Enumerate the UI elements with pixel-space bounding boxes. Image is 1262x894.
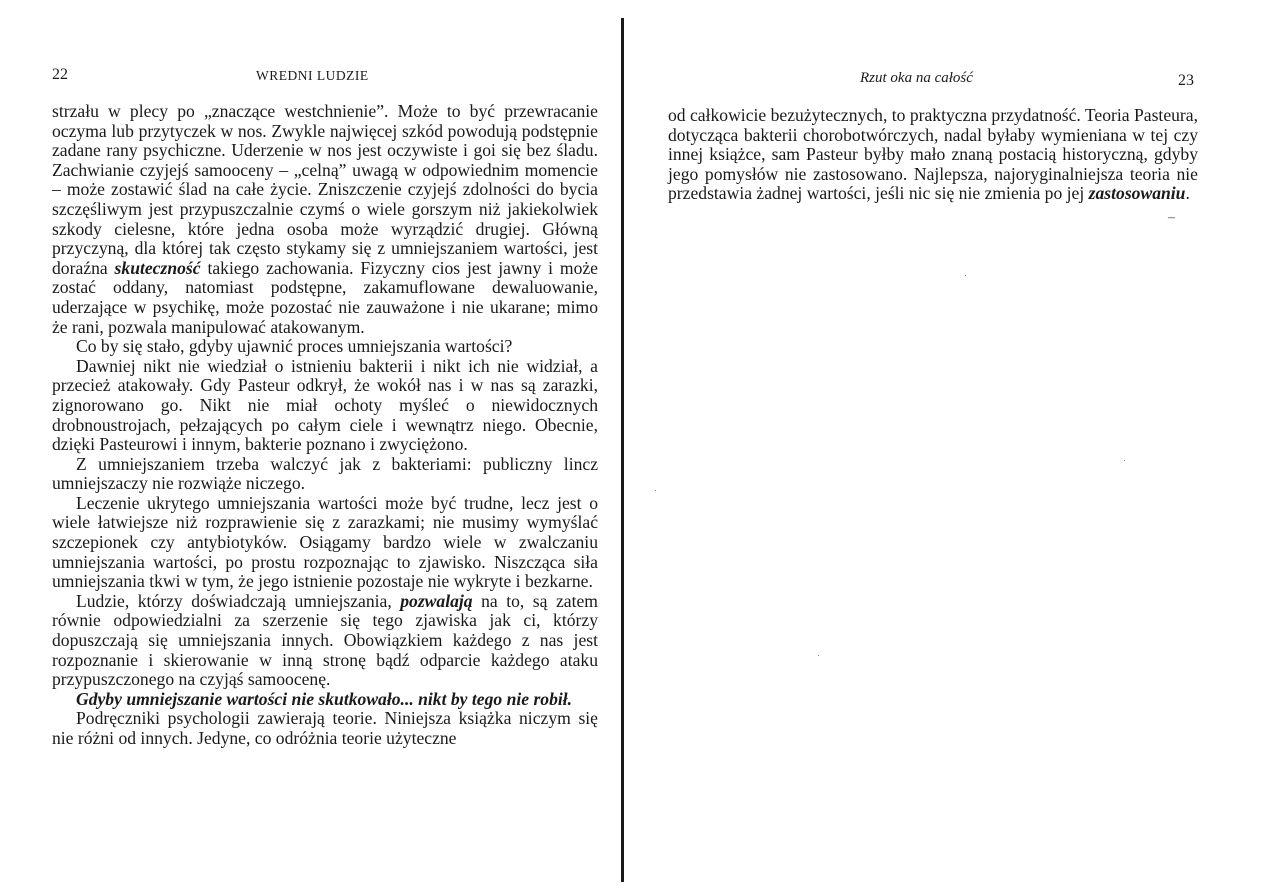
body-text-right: [668, 106, 1198, 204]
running-head-left: WREDNI LUDZIE: [256, 68, 369, 83]
body-text-left: [52, 102, 598, 749]
scan-speck: [1124, 460, 1125, 461]
paragraph: Ludzie, którzy doświadczają umniejszania, pozwalają na to, są zatem równie odpowiedzialni za szerzenie się tego zjawiska jak ci, którzy dopuszczają się umniejszania innych. Obowiązkiem każdego z nas jest rozpoznanie i skierowanie w inną stronę bądź odparcie każdego ataku przypuszczonego na czyjąś samoocenę.: [52, 590, 598, 690]
scan-speck: [965, 275, 966, 276]
page-number-left: 22: [52, 66, 68, 83]
scan-speck: [655, 490, 656, 491]
paragraph: Co by się stało, gdyby ujawnić proces umniejszania wartości?: [76, 336, 513, 357]
paragraph: Podręczniki psychologii zawierają teorie. Niniejsza książka niczym się nie różni od innych. Jedyne, co odróżnia teorie użyteczne: [52, 708, 598, 748]
paragraph: Z umniejszaniem trzeba walczyć jak z bakteriami: publiczny lincz umniejszaczy nie rozwiąże niczego.: [52, 453, 598, 494]
left-page: [0, 0, 620, 894]
paragraph-emphasis: Gdyby umniejszanie wartości nie skutkowało... nikt by tego nie robił.: [76, 688, 573, 709]
paragraph: Leczenie ukrytego umniejszania wartości może być trudne, lecz jest o wiele łatwiejsze niż rozprawienie się z zarazkami; nie musimy wymyślać szczepionek czy antybiotyków. Osiągamy bardzo wiele w zwalczaniu umniejszania wartości, po prostu rozpoznając to zjawisko. Niszcząca siła umniejszania tkwi w tym, że jego istnienie pozostaje nie wykryte i bezkarne.: [52, 492, 598, 592]
scan-speck: [818, 655, 819, 656]
right-page: [628, 0, 1262, 894]
paragraph: strzału w plecy po „znaczące westchnienie”. Może to być przewracanie oczyma lub przytyczek w nos. Zwykle najwięcej szkód powodują podstępnie zadane rany psychiczne. Uderzenie w nos jest oczywiste i goi się bez śladu. Zachwianie czyjejś samooceny – „celną” uwagą w odpowiednim momencie – może zostawić ślad na całe życie. Zniszczenie czyjejś zdolności do bycia szczęśliwym jest przypuszczalnie czymś o wiele gorszym niż jakiekolwiek szkody cielesne, które jedna osoba może wyrządzić drugiej. Główną przyczyną, dla której tak często stykamy się z umniejszaniem wartości, jest doraźna skuteczność takiego zachowania. Fizyczny cios jest jawny i może zostać oddany, natomiast podstępne, zakamuflowane dewaluowanie, uderzające w psychikę, może pozostać nie zauważone i nie ukarane; mimo że rani, pozwala manipulować atakowanym.: [52, 101, 598, 337]
paragraph: od całkowicie bezużytecznych, to praktyczna przydatność. Teoria Pasteura, dotycząca bakterii chorobotwórczych, nadal byłaby wymieniana w tej czy innej książce, sam Pasteur byłby mało znaną postacią historyczną, gdyby jego pomysłów nie zastosowano. Najlepsza, najoryginalniejsza teoria nie przedstawia żadnej wartości, jeśli nic się nie zmienia po jej zastosowaniu.: [668, 105, 1198, 204]
trailing-mark: –: [1168, 210, 1175, 225]
page-number-right: 23: [1178, 72, 1194, 89]
running-head-right: Rzut oka na całość: [860, 70, 973, 86]
paragraph: Dawniej nikt nie wiedział o istnieniu bakterii i nikt ich nie widział, a przecież atakowały. Gdy Pasteur odkrył, że wokół nas i w nas są zarazki, zignorowano go. Nikt nie miał ochoty myśleć o niewidocznych drobnoustrojach, pełzających po całym ciele i wewnątrz niego. Obecnie, dzięki Pasteurowi i innym, bakterie poznano i zwyciężono.: [52, 355, 598, 455]
book-gutter: [621, 18, 624, 882]
